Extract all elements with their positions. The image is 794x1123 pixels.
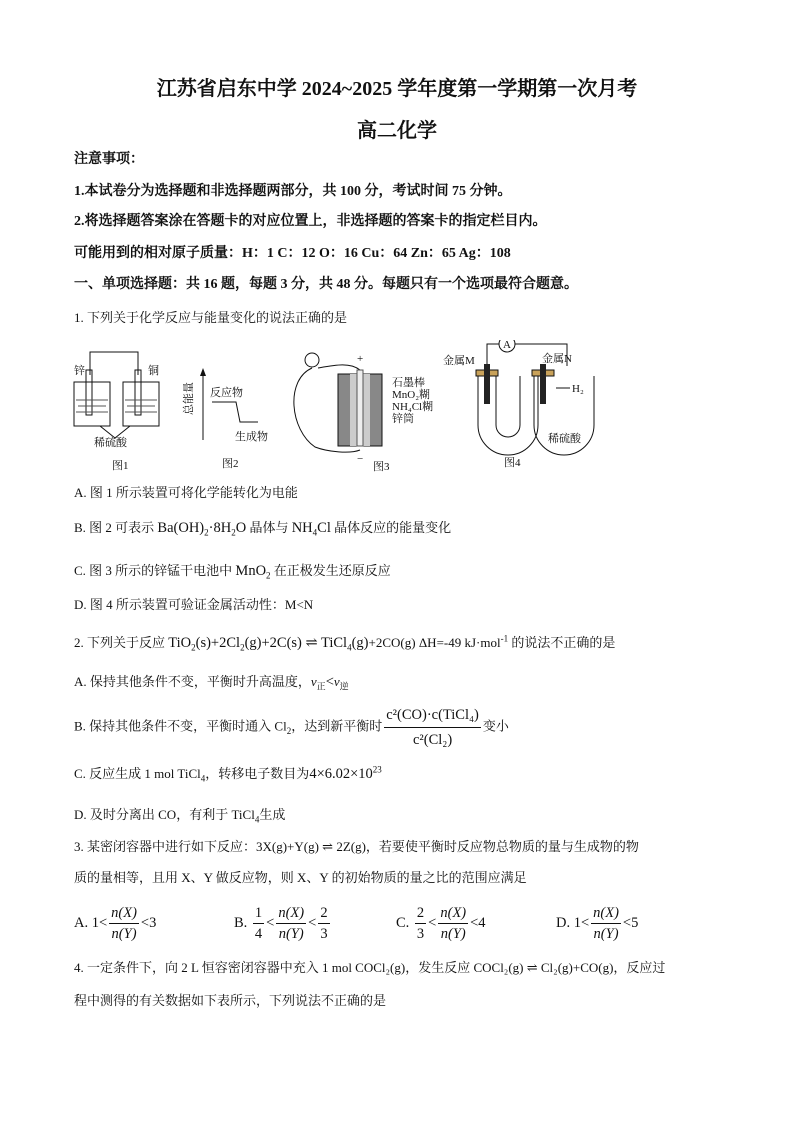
q3-option-a: A. 1< $\frac{n(X)}{n(Y)}$ <3 (74, 905, 157, 942)
svg-text:石墨棒: 石墨棒 (392, 377, 425, 389)
q1-figures (60, 340, 640, 480)
figure-2 (181, 368, 268, 470)
figure-3 (294, 353, 433, 473)
svg-text:反应物: 反应物 (210, 387, 243, 399)
exam-title: 江苏省启东中学 2024~2025 学年度第一学期第一次月考 (156, 78, 638, 100)
atomic-masses: 可能用到的相对原子质量：H：1 C：12 O：16 Cu：64 Zn：65 Ag：108 (74, 246, 511, 261)
svg-text:锌: 锌 (74, 365, 85, 377)
svg-text:锌筒: 锌筒 (392, 413, 414, 425)
svg-text:−: − (357, 453, 364, 465)
svg-text:图1: 图1 (112, 460, 129, 472)
q3-option-c: C. $\frac{2}{3}$ < $\frac{n(X)}{n(Y)}$ <4 (396, 905, 486, 942)
svg-text:H₂: H₂ (572, 383, 584, 395)
q4-stem: 4. 一定条件下，向 2 L 恒容密闭容器中充入 1 mol COCl₂(g)，发生反应 COCl₂(g) ⇌ Cl₂(g)+CO(g)，反应过 (74, 960, 666, 975)
fraction-denominator: c²(Cl₂) (412, 732, 453, 748)
q1-option-a: A. 图 1 所示装置可将化学能转化为电能 (74, 485, 298, 500)
q2-option-c: C. 反应生成 1 mol TiCl$_4$，转移电子数目为$4\times 6.02\times 10^{23}$ (74, 764, 382, 784)
q1-option-b: B. 图 2 可表示 $Ba(OH)_2\cdot 8H_2O$ 晶体与 $NH_4Cl$ 晶体反应的能量变化 (74, 520, 452, 538)
q4-stem-cont: 程中测得的有关数据如下表所示，下列说法不正确的是 (74, 993, 387, 1008)
svg-text:总能量: 总能量 (183, 382, 195, 415)
svg-text:A: A (503, 340, 511, 351)
svg-text:MnO₂糊: MnO₂糊 (392, 389, 431, 401)
notice-item: 1.本试卷分为选择题和非选择题两部分，共 100 分，考试时间 75 分钟。 (74, 184, 512, 199)
svg-text:稀硫酸: 稀硫酸 (94, 437, 127, 449)
figure-4 (443, 340, 594, 469)
q2-option-d: D. 及时分离出 CO，有利于 TiCl$_4$生成 (74, 807, 286, 825)
q3-option-d: D. 1< $\frac{n(X)}{n(Y)}$ <5 (556, 905, 639, 942)
q1-stem: 1. 下列关于化学反应与能量变化的说法正确的是 (74, 310, 348, 325)
q2-option-b: B. 保持其他条件不变，平衡时通入 $Cl_2$，达到新平衡时 $\frac{\text{c²(CO)·c(TiCl₄)}}{\text{c²(Cl₂)}}$ 变小 (74, 704, 509, 751)
svg-text:稀硫酸: 稀硫酸 (548, 433, 581, 445)
fraction-numerator: c²(CO)·c(TiCl₄) (384, 704, 481, 728)
q2-option-a: A. 保持其他条件不变，平衡时升高温度，$v_正<v_逆$ (74, 674, 349, 692)
q2-stem: 2. 下列关于反应 $TiO_2(s)+2Cl_2(g)+2C(s)$ ⇌ TiCl$_4$(g)+2CO(g) ΔH=-49 kJ·mol$^{-1}$ 的说法不正确的是 (74, 633, 616, 653)
q1-option-c: C. 图 3 所示的锌锰干电池中 MnO$_2$ 在正极发生还原反应 (74, 563, 391, 581)
svg-text:NH₄Cl糊: NH₄Cl糊 (392, 401, 434, 413)
svg-text:+: + (357, 353, 364, 365)
svg-text:金属M: 金属M (443, 355, 475, 367)
exam-subtitle: 高二化学 (357, 120, 437, 142)
notice-heading: 注意事项： (74, 152, 144, 167)
svg-text:铜: 铜 (148, 365, 159, 377)
notice-item: 2.将选择题答案涂在答题卡的对应位置上，非选择题的答案卡的指定栏目内。 (74, 214, 547, 229)
q1-option-d: D. 图 4 所示装置可验证金属活动性：M<N (74, 597, 314, 612)
svg-text:图2: 图2 (222, 458, 239, 470)
svg-text:生成物: 生成物 (235, 431, 268, 443)
q3-stem-cont: 质的量相等，且用 X、Y 做反应物，则 X、Y 的初始物质的量之比的范围应满足 (74, 870, 527, 885)
figure-1 (74, 352, 159, 472)
section-heading: 一、单项选择题：共 16 题，每题 3 分，共 48 分。每题只有一个选项最符合题意。 (74, 277, 578, 292)
svg-text:图4: 图4 (504, 457, 521, 469)
q3-option-b: B. $\frac{1}{4}$ < $\frac{n(X)}{n(Y)}$ < $\frac{2}{3}$ (234, 905, 328, 942)
q3-stem: 3. 某密闭容器中进行如下反应：3X(g)+Y(g) ⇌ 2Z(g)，若要使平衡时反应物总物质的量与生成物的物 (74, 839, 639, 854)
svg-text:金属N: 金属N (542, 353, 572, 365)
svg-text:图3: 图3 (373, 461, 390, 473)
